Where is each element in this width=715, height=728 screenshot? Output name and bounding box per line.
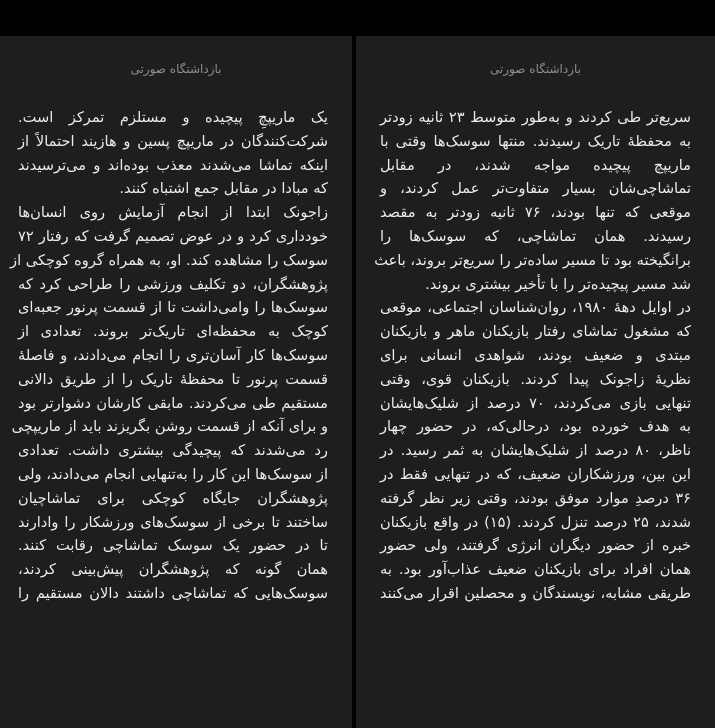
text-line: موقعی که تنها بودند، ۷۶ ثانیه زودتر به مقصد xyxy=(380,204,691,222)
text-line: ماریپچ پیچیده مواجه شدند، در مقابل xyxy=(380,156,691,174)
text-line: سوسک‌ها کار آسان‌تری را انجام می‌دادند، و فاصلهٔ xyxy=(18,346,328,364)
right-page-text xyxy=(374,106,692,606)
text-line: مبتدی و ضعیف بودند، شواهدی انسانی برای xyxy=(380,346,691,364)
text-line: سوسک‌هایی که تماشاچی داشتند دالان مستقیم را xyxy=(18,584,328,602)
text-line: پژوهشگران، دو تکلیف ورزشی را طراحی کرد که xyxy=(18,275,328,293)
text-line: برانگیخته بود تا مسیر ساده‌تر را سریع‌تر بروند، باعث xyxy=(374,251,691,269)
text-line: رسیدند. همان تماشاچی، که سوسک‌ها را xyxy=(380,227,691,245)
text-line: به هدف خورده بود، درحالی‌که، در حضور چهار xyxy=(380,418,691,436)
text-line: ساختند تا برخی از سوسک‌های ورزشکار را وادارند xyxy=(18,513,328,531)
text-line: از سوسک‌ها این کار را به‌تنهایی انجام می‌دادند، ولی xyxy=(17,465,328,483)
left-page-text xyxy=(10,106,328,606)
text-line: سریع‌تر طی کردند و به‌طور متوسط ۲۳ ثانیه زودتر xyxy=(380,109,691,126)
text-line: طریقی مشابه، نویسندگان و محصلین اقرار می‌کنند xyxy=(380,584,691,602)
text-line: که مشغول تماشای رفتار بازیکنان ماهر و بازیکنان xyxy=(380,323,691,341)
text-line: پژوهشگران جایگاه کوچکی برای تماشاچیان xyxy=(18,489,328,507)
text-line: ناظر، ۸۰ درصد از شلیک‌هایشان به ثمر رسید. در xyxy=(380,442,692,460)
text-line: تنهایی بازی می‌کردند، ۷۰ درصد از شلیک‌هایشان xyxy=(380,394,692,412)
text-line: نظریهٔ زاجونک پیدا کردند. بازیکنان قوی، وقتی xyxy=(380,370,691,388)
text-line: همان افراد برای بازیکنان ضعیف عذاب‌آور بود. به xyxy=(380,561,691,579)
text-line: شرکت‌کنندگان در ماریپچ پسین و هازیند احتمالاً از xyxy=(18,132,328,150)
text-line: اینکه تماشا می‌شدند معذب بوده‌اند و می‌ترسیدند xyxy=(18,156,328,174)
left-running-header: بازداشتگاه صورتی xyxy=(130,62,222,76)
right-page-top-bar xyxy=(356,0,715,36)
left-page-top-bar xyxy=(0,0,352,36)
text-line: به محفظهٔ تاریک رسیدند. منتها سوسک‌ها وقتی با xyxy=(380,132,691,150)
text-line: کوچک به محفظه‌ای تاریک‌تر بروند. تعدادی از xyxy=(18,323,328,341)
text-line: در اوایل دههٔ ۱۹۸۰، روان‌شناسان اجتماعی، موقعی xyxy=(380,299,691,317)
text-line: این بین، ورزشکاران ضعیف، که در تنهایی فقط در xyxy=(380,465,691,483)
text-line: مستقیم طی می‌کردند. مابقی کارشان دشوارتر بود xyxy=(18,394,328,412)
text-line: زاجونک ابتدا از انجام آزمایش روی انسان‌ها xyxy=(18,204,328,222)
text-line: و برای آنکه از قسمت روشن بگریزند باید از ماریپچی xyxy=(11,418,328,436)
right-running-header: بازداشتگاه صورتی xyxy=(489,62,582,76)
left-page xyxy=(0,0,352,728)
text-line: سوسک‌ها را وامی‌داشت تا از قسمت پرنور جعبه‌ای xyxy=(18,299,328,317)
text-line: رد می‌شدند که پیچیدگی بیشتری داشت. تعدادی xyxy=(18,442,328,460)
text-line: شد مسیر پیچیده‌تر را با تأخیر بیشتری بروند. xyxy=(425,275,691,293)
text-line: ۳۶ درصدِ موارد موفق بودند، وقتی زیر نظر گرفته xyxy=(380,489,691,507)
text-line: تا در حضور یک سوسک تماشاچی رقابت کنند. xyxy=(18,537,328,555)
text-line: همان گونه که پژوهشگران پیش‌بینی کردند، xyxy=(18,561,328,579)
text-line: یک ماریپچِ پیچیده و مستلزم تمرکز است. xyxy=(18,109,328,126)
text-line: تماشاچی‌شان بسیار متفاوت‌تر عمل کردند، و xyxy=(380,180,691,198)
text-line: سوسک را مشاهده کند. او، به همراه گروه کوچکی از xyxy=(10,251,328,269)
text-line: خودداری کرد و در عوض تصمیم گرفت که رفتار ۷۲ xyxy=(18,227,328,245)
text-line: خبره از حضور دیگران انرژی گرفتند، ولی حضور xyxy=(380,537,691,555)
text-line: شدند، ۲۵ درصد تنزل کردند. (۱۵) در واقع بازیکنان xyxy=(380,513,691,531)
text-line: قسمت پرنور تا محفظهٔ تاریک را از طریق دالانی xyxy=(18,370,328,388)
text-line: که مبادا در مقابل جمع اشتباه کنند. xyxy=(119,180,328,198)
right-page xyxy=(356,0,715,728)
